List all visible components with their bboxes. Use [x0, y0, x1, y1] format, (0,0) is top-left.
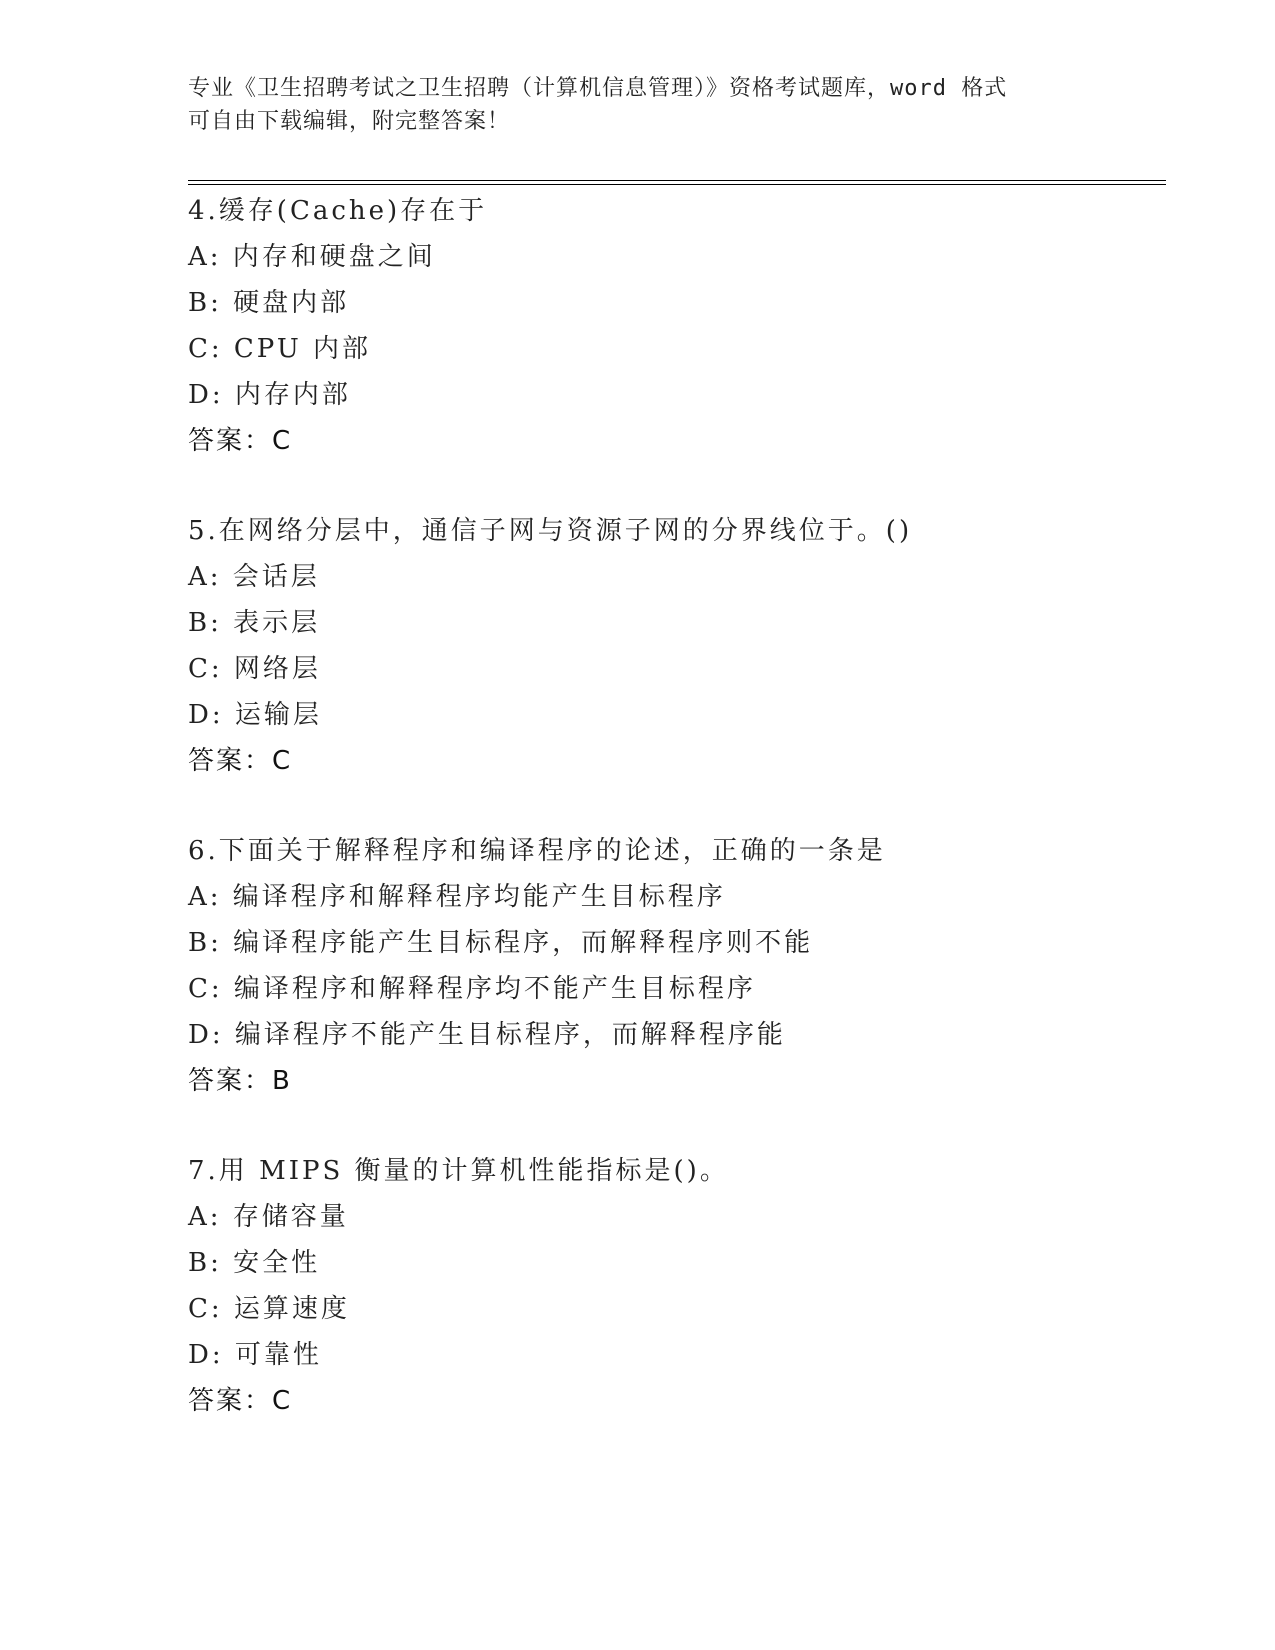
- question-stem: 4.缓存(Cache)存在于: [188, 196, 488, 226]
- header-divider-top: [188, 180, 1166, 181]
- question-stem: 7.用 MIPS 衡量的计算机性能指标是()。: [188, 1156, 729, 1186]
- option-b: B: 硬盘内部: [188, 288, 350, 318]
- header-line-2: 可自由下载编辑，附完整答案！: [188, 109, 511, 134]
- question-6: [188, 828, 1148, 1104]
- answer: 答案：C: [188, 746, 293, 776]
- option-a: A: 编译程序和解释程序均能产生目标程序: [188, 882, 726, 912]
- option-d: D: 运输层: [188, 700, 322, 730]
- option-a: A: 会话层: [188, 562, 320, 592]
- option-b: B: 安全性: [188, 1248, 321, 1278]
- option-d: D: 可靠性: [188, 1340, 322, 1370]
- question-4: [188, 188, 1148, 464]
- option-a: A: 内存和硬盘之间: [188, 242, 436, 272]
- option-c: C: 运算速度: [188, 1294, 350, 1324]
- question-stem: 5.在网络分层中，通信子网与资源子网的分界线位于。(): [188, 516, 913, 546]
- question-5: [188, 508, 1148, 784]
- question-list: [188, 188, 1148, 1468]
- option-d: D: 内存内部: [188, 380, 351, 410]
- option-a: A: 存储容量: [188, 1202, 349, 1232]
- answer: 答案：C: [188, 1386, 293, 1416]
- option-c: C: CPU 内部: [188, 334, 372, 364]
- question-7: [188, 1148, 1148, 1424]
- option-b: B: 表示层: [188, 608, 321, 638]
- header-line-1: 专业《卫生招聘考试之卫生招聘（计算机信息管理）》资格考试题库，word 格式: [188, 76, 1008, 101]
- option-d: D: 编译程序不能产生目标程序，而解释程序能: [188, 1020, 786, 1050]
- answer: 答案：C: [188, 426, 293, 456]
- option-c: C: 网络层: [188, 654, 321, 684]
- answer: 答案：B: [188, 1066, 292, 1096]
- header-divider-bottom: [188, 184, 1166, 185]
- question-stem: 6.下面关于解释程序和编译程序的论述，正确的一条是: [188, 836, 886, 866]
- option-c: C: 编译程序和解释程序均不能产生目标程序: [188, 974, 756, 1004]
- document-header: [188, 72, 1088, 138]
- option-b: B: 编译程序能产生目标程序，而解释程序则不能: [188, 928, 814, 958]
